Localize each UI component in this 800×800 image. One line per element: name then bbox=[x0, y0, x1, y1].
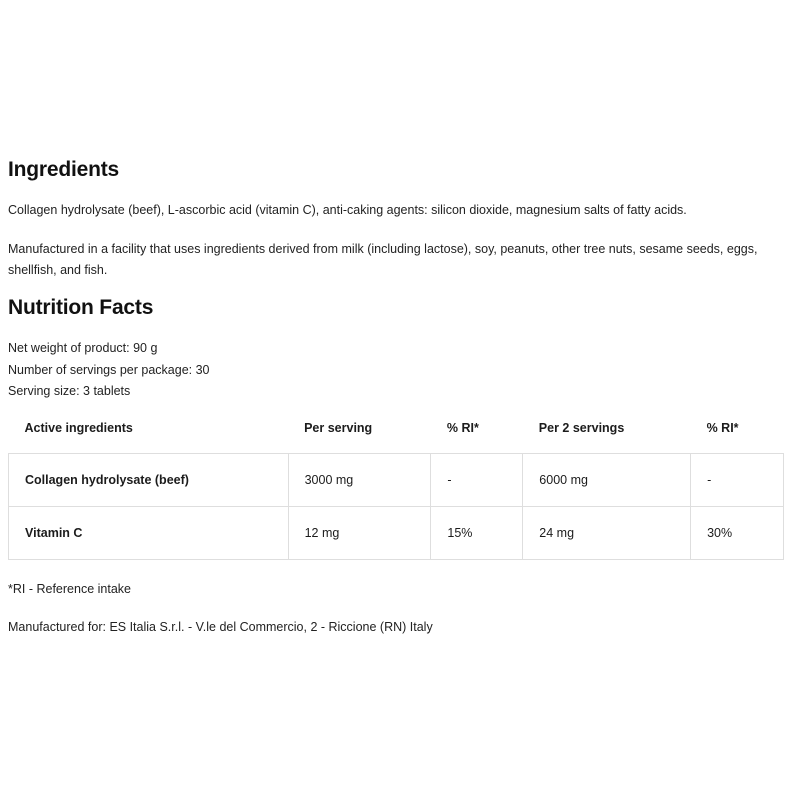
per-2-servings-cell: 24 mg bbox=[523, 507, 691, 560]
table-header-row bbox=[9, 403, 784, 454]
ingredient-name-cell: Vitamin C bbox=[9, 507, 289, 560]
ri-cell: 15% bbox=[431, 507, 523, 560]
per-serving-cell: 12 mg bbox=[288, 507, 431, 560]
ri-2-cell: - bbox=[691, 454, 784, 507]
column-header-per-serving: Per serving bbox=[304, 421, 373, 435]
nutrition-facts-list bbox=[8, 338, 210, 403]
per-2-servings-cell: 6000 mg bbox=[523, 454, 691, 507]
column-header-ri-per-serving: % RI* bbox=[446, 421, 479, 435]
reference-intake-footnote: *RI - Reference intake bbox=[8, 582, 131, 596]
allergen-notice: Manufactured in a facility that uses ingredients derived from milk (including lactose), soy, peanuts, other tree nuts, sesame seeds, eggs, shellfish, and fish. bbox=[8, 242, 758, 277]
ingredients-heading: Ingredients bbox=[8, 158, 119, 181]
ingredient-name-cell: Collagen hydrolysate (beef) bbox=[9, 454, 289, 507]
column-header-active-ingredients: Active ingredients bbox=[24, 421, 133, 435]
table-row bbox=[9, 454, 784, 507]
net-weight-text: Net weight of product: 90 g bbox=[8, 341, 158, 355]
table-row bbox=[9, 507, 784, 560]
ingredients-text: Collagen hydrolysate (beef), L-ascorbic acid (vitamin C), anti-caking agents: silicon dioxide, magnesium salts of fatty acids. bbox=[8, 203, 687, 217]
serving-size-text: Serving size: 3 tablets bbox=[8, 384, 131, 398]
manufacturer-text: Manufactured for: ES Italia S.r.l. - V.le del Commercio, 2 - Riccione (RN) Italy bbox=[8, 620, 433, 634]
ri-2-cell: 30% bbox=[691, 507, 784, 560]
per-serving-cell: 3000 mg bbox=[288, 454, 431, 507]
servings-per-package-text: Number of servings per package: 30 bbox=[8, 362, 210, 377]
nutrition-table bbox=[8, 403, 784, 560]
column-header-per-2-servings: Per 2 servings bbox=[538, 421, 625, 435]
ri-cell: - bbox=[431, 454, 523, 507]
nutrition-facts-heading: Nutrition Facts bbox=[8, 296, 154, 319]
column-header-ri-per-2-servings: % RI* bbox=[706, 421, 739, 435]
